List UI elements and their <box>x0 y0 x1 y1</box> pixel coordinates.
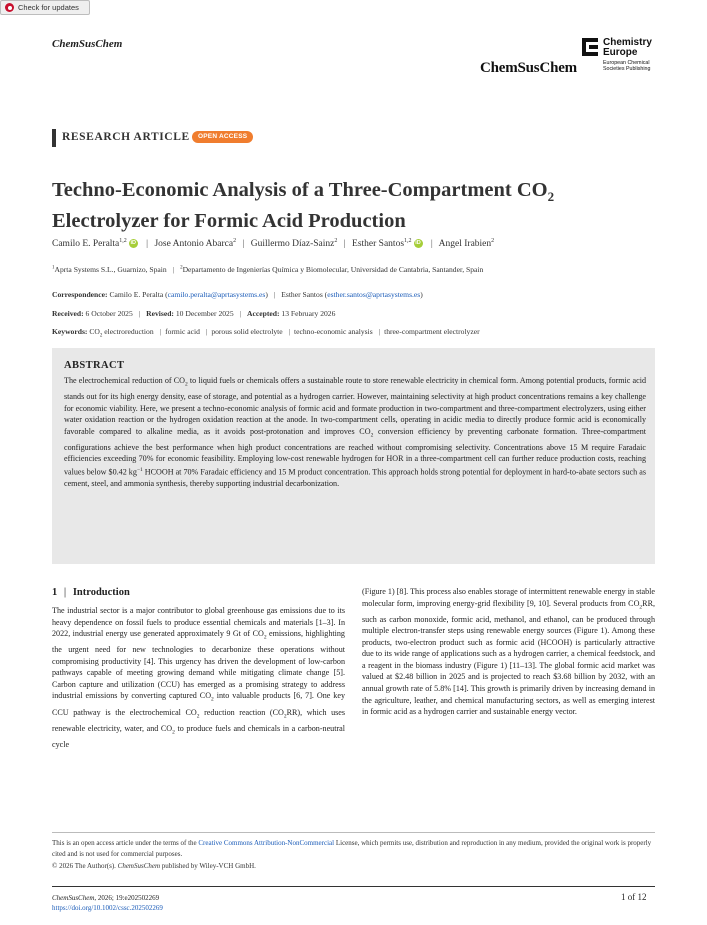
section-heading-introduction: 1 | Introduction <box>52 587 130 598</box>
author-name[interactable]: Camilo E. Peralta <box>52 239 120 250</box>
author-list: Camilo E. Peralta$^{1,2}$ iD | Jose Antonio Abarca$^2$ | Guillermo Díaz-Sainz$^2$ | Esther Santos$^{1,2}$ iD | Angel Irabien$^2$ <box>52 238 495 250</box>
article-dates: Received: 6 October 2025 | Revised: 10 December 2025 | Accepted: 13 February 2026 <box>52 309 336 318</box>
check-for-updates-button[interactable] <box>0 0 90 15</box>
author-name[interactable]: Jose Antonio Abarca <box>154 239 234 250</box>
publisher-subtitle: European Chemical Societies Publishing <box>603 60 651 72</box>
correspondence: Correspondence: Camilo E. Peralta (camilo.peralta@aprtasystems.es) | Esther Santos (esther.santos@aprtasystems.es) <box>52 290 423 299</box>
footer-divider <box>52 832 655 833</box>
article-title: Techno-Economic Analysis of a Three-Compartment $CO_2$ Electrolyzer for Formic Acid Production <box>52 179 555 233</box>
crossmark-icon <box>5 3 14 12</box>
email-link[interactable]: esther.santos@aprtasystems.es <box>327 290 421 299</box>
orcid-icon[interactable]: iD <box>415 240 421 247</box>
author-name[interactable]: Guillermo Díaz-Sainz <box>250 239 335 250</box>
intro-text-left-column: The industrial sector is a major contributor to global greenhouse gas emissions due to its heavy dependence on fossil fuels to produce essential chemicals and materials [1–3]. In 2022, industrial energy use generated approximately 9 Gt of $CO_2$ emissions, highlighting the urgent need for new technologies to decarbonize these operations without compromising productivity [4]. This urgency has driven the development of low-carbon pathways capable of meeting growing demand while mitigating climate change [5]. Carbon capture and utilization (CCU) has emerged as a promising strategy to address industrial emissions by converting captured $CO_2$ into valuable products [6, 7]. One key CCU pathway is the electrochemical $CO_2$ reduction reaction $(CO_2RR)$, which uses renewable electricity, water, and $CO_2$ to produce fuels and chemicals in a carbon-neutral cycle <box>52 606 346 749</box>
article-type: RESEARCH ARTICLE <box>62 131 190 143</box>
open-access-badge[interactable]: OPEN ACCESS <box>192 131 253 143</box>
author-name[interactable]: Angel Irabien <box>438 239 492 250</box>
abstract-heading: ABSTRACT <box>64 360 125 371</box>
publisher-name: Chemistry Europe <box>603 37 652 58</box>
citation: ChemSusChem, 2026; 19:e202502269 https://doi.org/10.1002/cssc.202502269 <box>52 894 163 912</box>
author-name[interactable]: Esther Santos <box>352 239 405 250</box>
intro-text-right-column: (Figure 1) [8]. This process also enables storage of intermittent renewable energy in stable molecular form, improving energy-grid flexibility [9, 10]. Several products from $CO_2RR$, such as carbon monoxide, formic acid, methanol, and ethanol, can be produced through multiple electron-transfer steps using renewable energy sources (Figure 1). Among these products, two-electron product such as formic acid (HCOOH) is particularly attractive due to its wide range of applications such as a hydrogen carrier, a chemical feedstock, and a reagent in the biomass industry (Figure 1) [11–13]. The global formic acid market was valued at $2.48 billion in 2025 and is projected to reach $3.68 billion by 2032, with an annual growth rate of 5.8% [14]. This growth is primarily driven by increasing demand in the agriculture, leather, and chemical manufacturing sectors, as well as emerging interest in formic acid as a hydrogen carrier and sustainable energy vector. <box>362 587 655 717</box>
license-link[interactable]: Creative Commons Attribution-NonCommercial <box>198 839 335 847</box>
check-for-updates-label: Check for updates <box>18 3 79 12</box>
keywords: Keywords: $CO_2$ electroreduction | formic acid | porous solid electrolyte | techno-economic analysis | three-compartment electrolyzer <box>52 327 480 339</box>
license-notice: This is an open access article under the terms of the Creative Commons Attribution-NonCommercial License, which permits use, distribution and reproduction in any medium, provided the original work is properly cited and is not used for commercial purposes. © 2026 The Author(s). ChemSusChem published by Wiley-VCH GmbH. <box>52 839 652 870</box>
email-link[interactable]: camilo.peralta@aprtasystems.es <box>167 290 266 299</box>
journal-name-header: ChemSusChem <box>52 38 123 50</box>
page-number: 1 of 12 <box>621 892 647 902</box>
abstract-text: The electrochemical reduction of $CO_2$ to liquid fuels or chemicals offers a sustainable route to store renewable electricity in chemical form. Among potential products, formic acid stands out for its high energy density, ease of storage, and potential as a hydrogen carrier. However, maintaining selectivity at high product concentrations remains a key challenge for economic viability. Here, we present a techno-economic analysis of formic acid and formate production in two-compartment and three-compartment electrolyzers, using either water oxidation reaction or the hydrogen oxidation reaction at the anode. In two-compartment cells, operating in acidic media to directly produce formic acid is economically favorable compared to alkaline media, as it avoids post-protonation and improves $CO_2$ conversion efficiency by preventing carbonate formation. Three-compartment configurations achieve the best performance when high product concentrations are reached without compromising selectivity. Concentrations above 15 M require Faradaic efficiencies exceeding 70% for economic feasibility. Employing low-cost renewable hydrogen for HOR in a three-compartment cell can further reduce production costs, reaching values below $0.42 $kg^{-1}$ HCOOH at 70% Faradaic efficiency and 15 M product concentration. This approach holds strong potential for deployment in hard-to-abate sectors such as cement, steel, and ammonia synthesis, thereby supporting industrial decarbonization. <box>64 376 646 488</box>
chemistry-europe-logo-icon <box>582 38 598 56</box>
journal-name-logo: ChemSusChem <box>480 60 577 76</box>
article-type-bar <box>52 129 56 147</box>
bottom-divider <box>52 886 655 887</box>
doi-link[interactable]: https://doi.org/10.1002/cssc.202502269 <box>52 904 163 912</box>
affiliations: $^1$Aprta Systems S.L., Guarnizo, Spain | $^2$Departamento de Ingenierías Química y Biomolecular, Universidad de Cantabria, Santander, Spain <box>52 265 484 274</box>
orcid-icon[interactable]: iD <box>130 240 137 247</box>
